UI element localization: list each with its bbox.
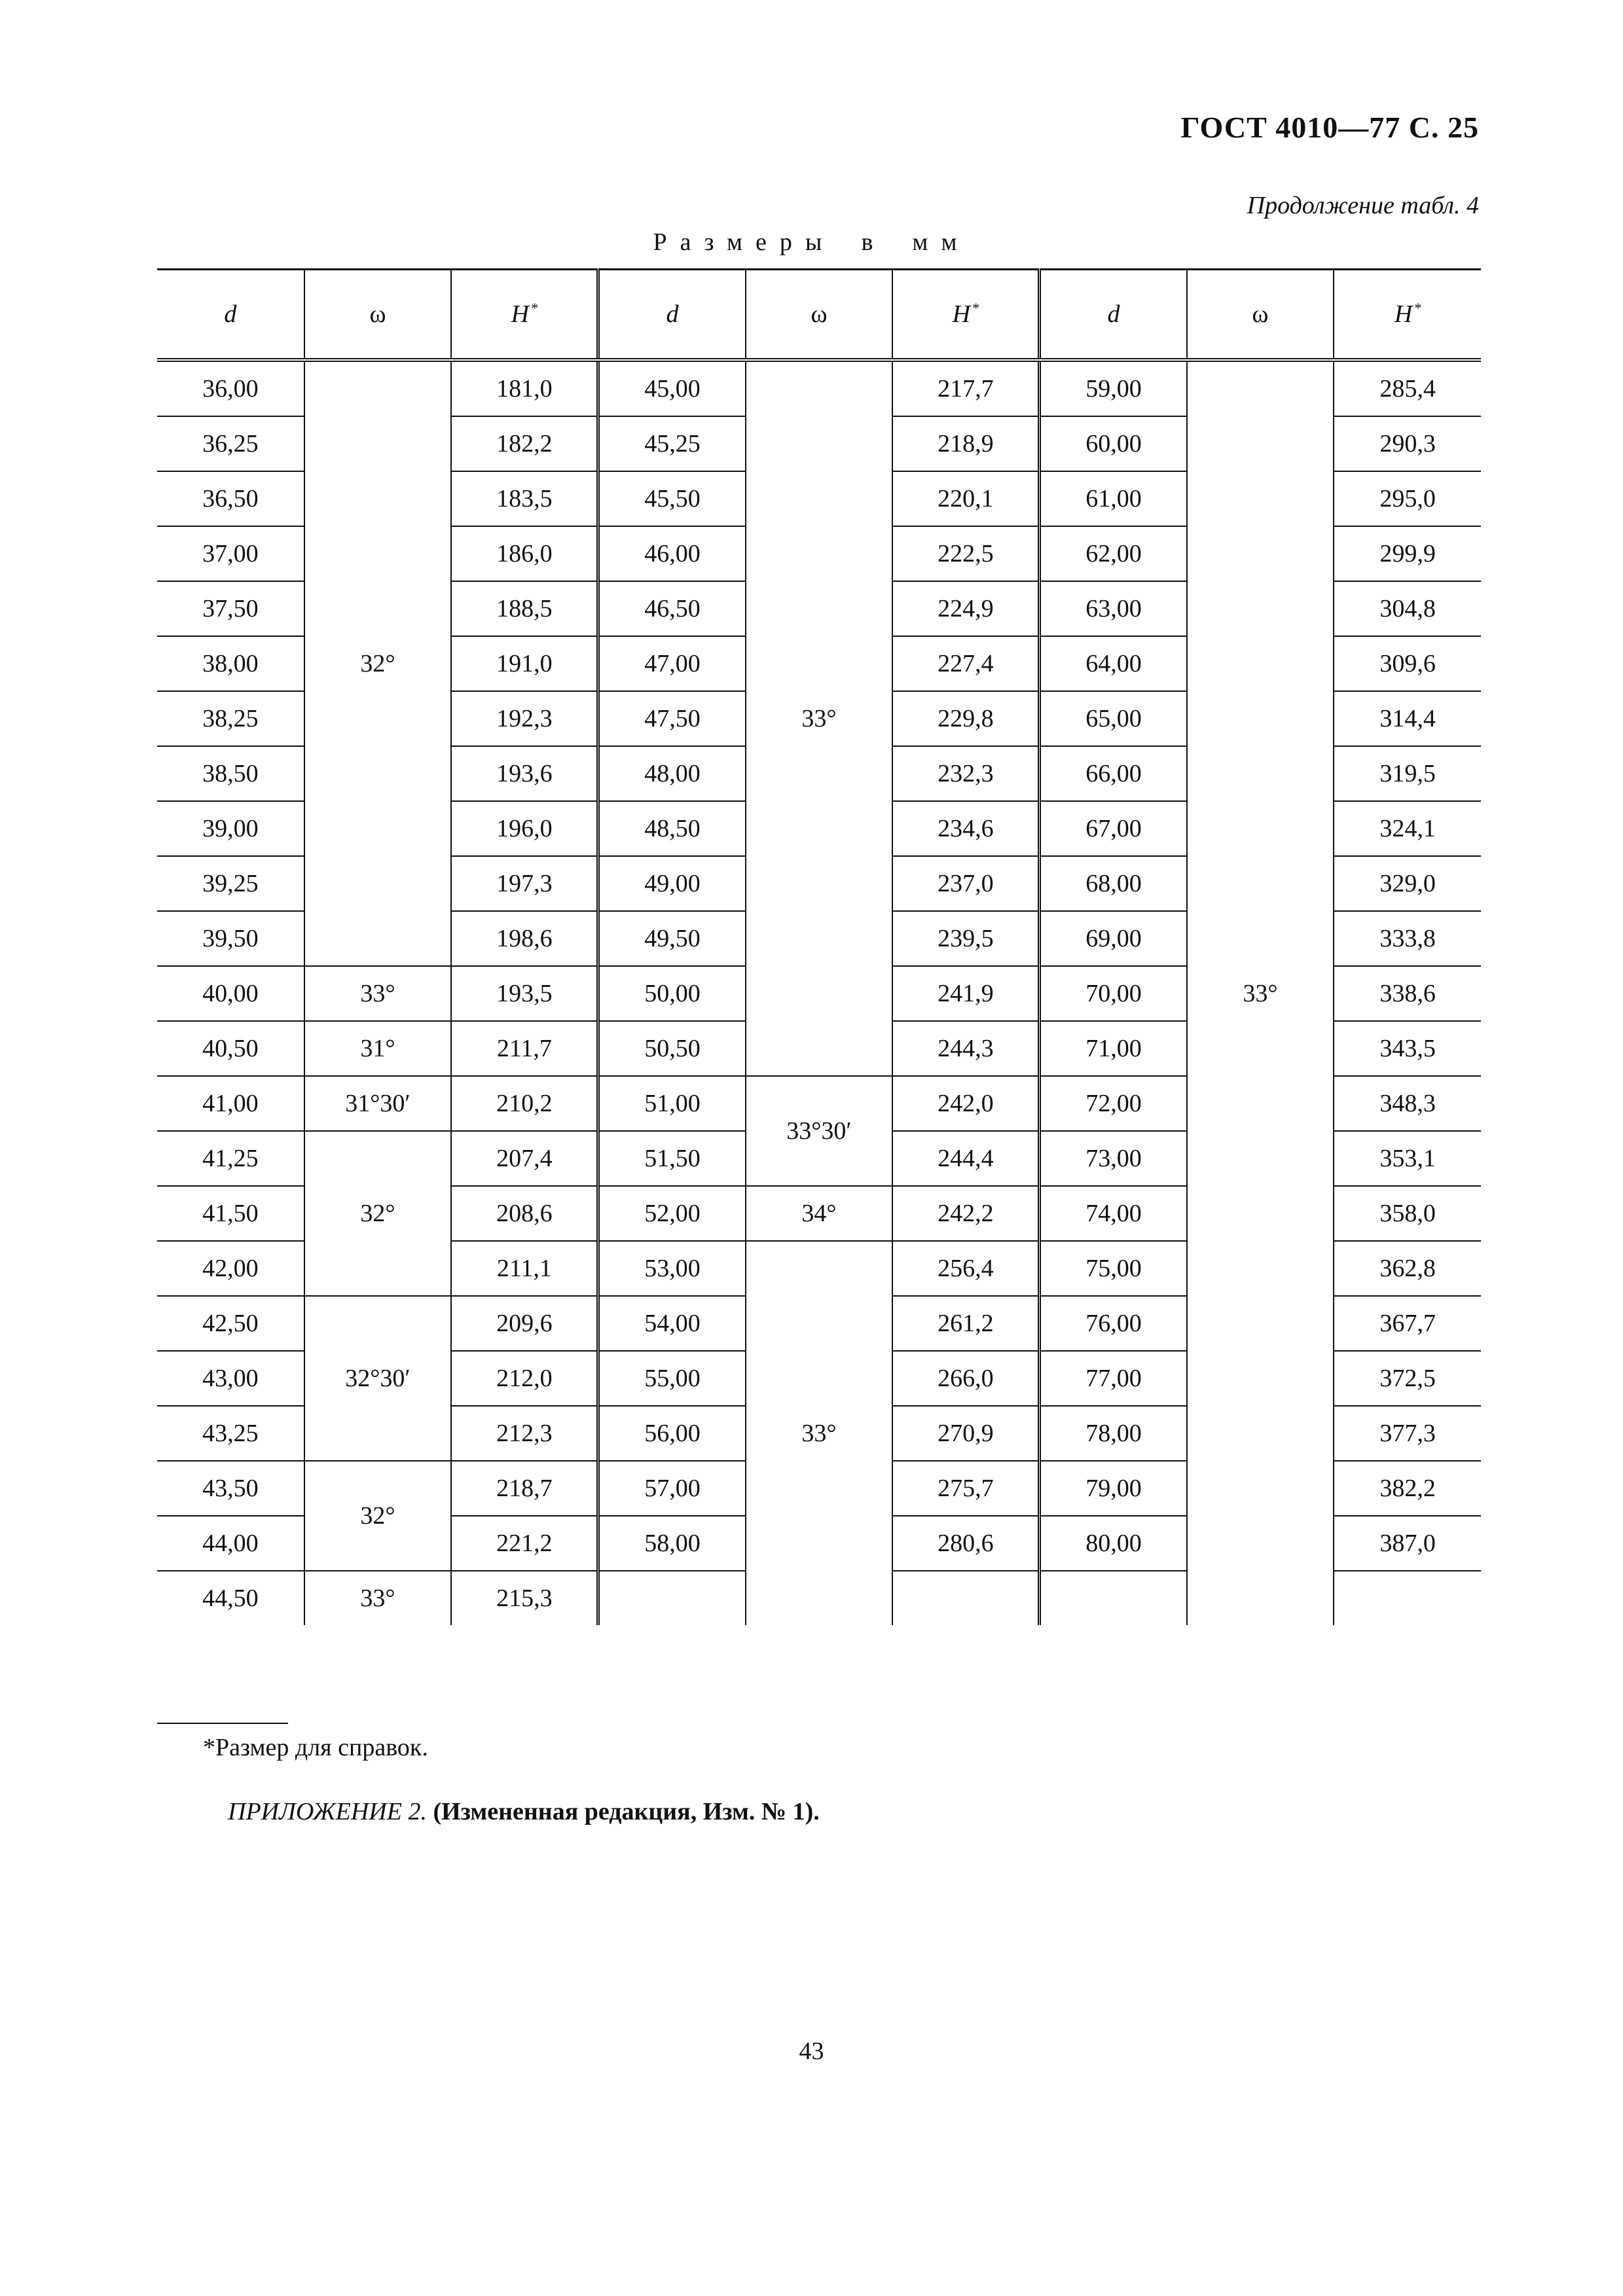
cell-h: 372,5 <box>1334 1351 1481 1406</box>
units-caption <box>0 228 1623 257</box>
cell-h: 324,1 <box>1334 801 1481 856</box>
table-body <box>157 360 1481 1625</box>
cell-h: 191,0 <box>451 636 598 691</box>
page-number: 43 <box>799 2037 824 2065</box>
cell-h: 343,5 <box>1334 1021 1481 1076</box>
footnote-mark: * <box>530 300 538 316</box>
cell-d: 43,00 <box>157 1351 304 1406</box>
cell-h: 280,6 <box>892 1516 1040 1571</box>
cell-h: 285,4 <box>1334 360 1481 416</box>
appendix-note <box>228 1797 820 1826</box>
footnote-mark: * <box>972 300 979 316</box>
cell-d: 39,25 <box>157 856 304 911</box>
cell-h: 192,3 <box>451 691 598 746</box>
cell-h: 181,0 <box>451 360 598 416</box>
cell-h: 348,3 <box>1334 1076 1481 1131</box>
cell-d: 57,00 <box>598 1461 746 1516</box>
cell-h: 295,0 <box>1334 471 1481 526</box>
cell-h: 241,9 <box>892 966 1040 1021</box>
cell-h: 314,4 <box>1334 691 1481 746</box>
units-label: Размеры <box>653 228 835 256</box>
cell-h: 266,0 <box>892 1351 1040 1406</box>
cell-h: 182,2 <box>451 416 598 471</box>
header-label: H <box>511 300 530 328</box>
cell-h: 244,3 <box>892 1021 1040 1076</box>
cell-d: 46,50 <box>598 581 746 636</box>
cell-d: 37,50 <box>157 581 304 636</box>
cell-h: 197,3 <box>451 856 598 911</box>
footnote-rule <box>157 1723 288 1724</box>
cell-d: 36,50 <box>157 471 304 526</box>
header-label: d <box>1107 300 1120 328</box>
header-label: ω <box>811 300 828 328</box>
table-row <box>157 360 1481 416</box>
cell-h: 183,5 <box>451 471 598 526</box>
cell-d: 64,00 <box>1040 636 1187 691</box>
cell-d: 77,00 <box>1040 1351 1187 1406</box>
cell-d: 59,00 <box>1040 360 1187 416</box>
cell-empty <box>598 1571 746 1625</box>
cell-h: 212,0 <box>451 1351 598 1406</box>
cell-h: 237,0 <box>892 856 1040 911</box>
cell-h: 232,3 <box>892 746 1040 801</box>
cell-h: 211,7 <box>451 1021 598 1076</box>
cell-d: 71,00 <box>1040 1021 1187 1076</box>
header-label: ω <box>1252 300 1269 328</box>
cell-h: 193,5 <box>451 966 598 1021</box>
cell-d: 60,00 <box>1040 416 1187 471</box>
cell-h: 329,0 <box>1334 856 1481 911</box>
cell-h: 377,3 <box>1334 1406 1481 1461</box>
cell-h: 220,1 <box>892 471 1040 526</box>
cell-omega: 31°30′ <box>304 1076 452 1131</box>
cell-omega: 32° <box>304 1461 452 1571</box>
cell-d: 45,25 <box>598 416 746 471</box>
cell-h: 261,2 <box>892 1296 1040 1351</box>
units-in: в <box>861 228 886 256</box>
appendix-label: ПРИЛОЖЕНИЕ 2. <box>228 1798 427 1825</box>
cell-h: 218,7 <box>451 1461 598 1516</box>
cell-d: 50,00 <box>598 966 746 1021</box>
cell-d: 38,50 <box>157 746 304 801</box>
cell-omega: 33° <box>304 966 452 1021</box>
header-h-group3 <box>1334 270 1481 361</box>
cell-d: 67,00 <box>1040 801 1187 856</box>
cell-h: 218,9 <box>892 416 1040 471</box>
cell-d: 43,25 <box>157 1406 304 1461</box>
header-label: d <box>224 300 237 328</box>
cell-d: 47,50 <box>598 691 746 746</box>
cell-d: 63,00 <box>1040 581 1187 636</box>
table-continuation-label: Продолжение табл. 4 <box>1247 192 1479 219</box>
cell-h: 207,4 <box>451 1131 598 1186</box>
cell-h: 239,5 <box>892 911 1040 966</box>
cell-h: 229,8 <box>892 691 1040 746</box>
cell-d: 42,00 <box>157 1241 304 1296</box>
header-row <box>157 270 1481 361</box>
cell-h: 358,0 <box>1334 1186 1481 1241</box>
header-h-group2 <box>892 270 1040 361</box>
cell-h: 319,5 <box>1334 746 1481 801</box>
header-label: d <box>666 300 679 328</box>
cell-h: 244,4 <box>892 1131 1040 1186</box>
header-omega-group3 <box>1187 270 1334 361</box>
appendix-revision: (Измененная редакция, Изм. № 1). <box>433 1798 820 1825</box>
cell-d: 47,00 <box>598 636 746 691</box>
cell-h: 242,2 <box>892 1186 1040 1241</box>
cell-d: 41,00 <box>157 1076 304 1131</box>
cell-omega: 34° <box>746 1186 893 1241</box>
cell-h: 196,0 <box>451 801 598 856</box>
cell-omega: 33° <box>1187 360 1334 1625</box>
cell-h: 212,3 <box>451 1406 598 1461</box>
cell-h: 382,2 <box>1334 1461 1481 1516</box>
cell-empty <box>1040 1571 1187 1625</box>
cell-d: 38,25 <box>157 691 304 746</box>
cell-omega: 33° <box>746 1241 893 1625</box>
header-d-group2 <box>598 270 746 361</box>
cell-d: 68,00 <box>1040 856 1187 911</box>
cell-h: 309,6 <box>1334 636 1481 691</box>
cell-d: 75,00 <box>1040 1241 1187 1296</box>
cell-d: 36,25 <box>157 416 304 471</box>
cell-h: 304,8 <box>1334 581 1481 636</box>
cell-h: 290,3 <box>1334 416 1481 471</box>
cell-d: 41,50 <box>157 1186 304 1241</box>
cell-d: 61,00 <box>1040 471 1187 526</box>
units-mm: мм <box>912 228 970 256</box>
page-header: ГОСТ 4010—77 С. 25 <box>1180 111 1479 144</box>
cell-d: 44,50 <box>157 1571 304 1625</box>
cell-d: 51,50 <box>598 1131 746 1186</box>
cell-empty <box>892 1571 1040 1625</box>
cell-h: 224,9 <box>892 581 1040 636</box>
cell-omega: 33°30′ <box>746 1076 893 1186</box>
cell-h: 209,6 <box>451 1296 598 1351</box>
cell-d: 53,00 <box>598 1241 746 1296</box>
cell-h: 217,7 <box>892 360 1040 416</box>
cell-d: 70,00 <box>1040 966 1187 1021</box>
cell-d: 58,00 <box>598 1516 746 1571</box>
cell-h: 270,9 <box>892 1406 1040 1461</box>
cell-h: 215,3 <box>451 1571 598 1625</box>
header-label: H <box>1394 300 1413 328</box>
cell-h: 198,6 <box>451 911 598 966</box>
cell-omega: 32°30′ <box>304 1296 452 1461</box>
cell-h: 193,6 <box>451 746 598 801</box>
cell-d: 40,50 <box>157 1021 304 1076</box>
dimensions-table <box>157 268 1481 1625</box>
cell-omega: 33° <box>746 360 893 1076</box>
cell-h: 227,4 <box>892 636 1040 691</box>
cell-h: 362,8 <box>1334 1241 1481 1296</box>
cell-h: 353,1 <box>1334 1131 1481 1186</box>
cell-d: 49,50 <box>598 911 746 966</box>
cell-d: 56,00 <box>598 1406 746 1461</box>
cell-d: 69,00 <box>1040 911 1187 966</box>
cell-d: 54,00 <box>598 1296 746 1351</box>
header-d-group3 <box>1040 270 1187 361</box>
cell-d: 41,25 <box>157 1131 304 1186</box>
header-d-group1 <box>157 270 304 361</box>
cell-h: 210,2 <box>451 1076 598 1131</box>
header-label: ω <box>369 300 386 328</box>
cell-d: 76,00 <box>1040 1296 1187 1351</box>
cell-omega: 32° <box>304 1131 452 1296</box>
cell-omega: 31° <box>304 1021 452 1076</box>
cell-d: 39,00 <box>157 801 304 856</box>
cell-d: 73,00 <box>1040 1131 1187 1186</box>
cell-d: 55,00 <box>598 1351 746 1406</box>
cell-d: 45,50 <box>598 471 746 526</box>
cell-h: 186,0 <box>451 526 598 581</box>
header-label: H <box>952 300 971 328</box>
cell-h: 387,0 <box>1334 1516 1481 1571</box>
table-header <box>157 270 1481 361</box>
cell-d: 78,00 <box>1040 1406 1187 1461</box>
cell-omega: 33° <box>304 1571 452 1625</box>
cell-d: 48,00 <box>598 746 746 801</box>
cell-d: 38,00 <box>157 636 304 691</box>
cell-h: 188,5 <box>451 581 598 636</box>
cell-d: 45,00 <box>598 360 746 416</box>
cell-d: 42,50 <box>157 1296 304 1351</box>
cell-h: 221,2 <box>451 1516 598 1571</box>
cell-h: 299,9 <box>1334 526 1481 581</box>
cell-d: 36,00 <box>157 360 304 416</box>
cell-h: 234,6 <box>892 801 1040 856</box>
cell-d: 44,00 <box>157 1516 304 1571</box>
cell-d: 52,00 <box>598 1186 746 1241</box>
cell-h: 275,7 <box>892 1461 1040 1516</box>
cell-h: 256,4 <box>892 1241 1040 1296</box>
cell-d: 37,00 <box>157 526 304 581</box>
footnote-mark: * <box>1413 300 1421 316</box>
cell-h: 333,8 <box>1334 911 1481 966</box>
cell-h: 208,6 <box>451 1186 598 1241</box>
cell-h: 367,7 <box>1334 1296 1481 1351</box>
cell-h: 211,1 <box>451 1241 598 1296</box>
cell-d: 72,00 <box>1040 1076 1187 1131</box>
cell-d: 39,50 <box>157 911 304 966</box>
cell-d: 66,00 <box>1040 746 1187 801</box>
cell-d: 51,00 <box>598 1076 746 1131</box>
cell-h: 338,6 <box>1334 966 1481 1021</box>
header-h-group1 <box>451 270 598 361</box>
cell-h: 242,0 <box>892 1076 1040 1131</box>
cell-d: 46,00 <box>598 526 746 581</box>
cell-d: 48,50 <box>598 801 746 856</box>
header-omega-group2 <box>746 270 893 361</box>
cell-d: 79,00 <box>1040 1461 1187 1516</box>
cell-omega: 32° <box>304 360 452 966</box>
cell-empty <box>1334 1571 1481 1625</box>
cell-h: 222,5 <box>892 526 1040 581</box>
cell-d: 50,50 <box>598 1021 746 1076</box>
cell-d: 43,50 <box>157 1461 304 1516</box>
footnote: *Размер для справок. <box>203 1734 428 1761</box>
cell-d: 40,00 <box>157 966 304 1021</box>
cell-d: 65,00 <box>1040 691 1187 746</box>
cell-d: 62,00 <box>1040 526 1187 581</box>
cell-d: 74,00 <box>1040 1186 1187 1241</box>
cell-d: 80,00 <box>1040 1516 1187 1571</box>
header-omega-group1 <box>304 270 452 361</box>
cell-d: 49,00 <box>598 856 746 911</box>
